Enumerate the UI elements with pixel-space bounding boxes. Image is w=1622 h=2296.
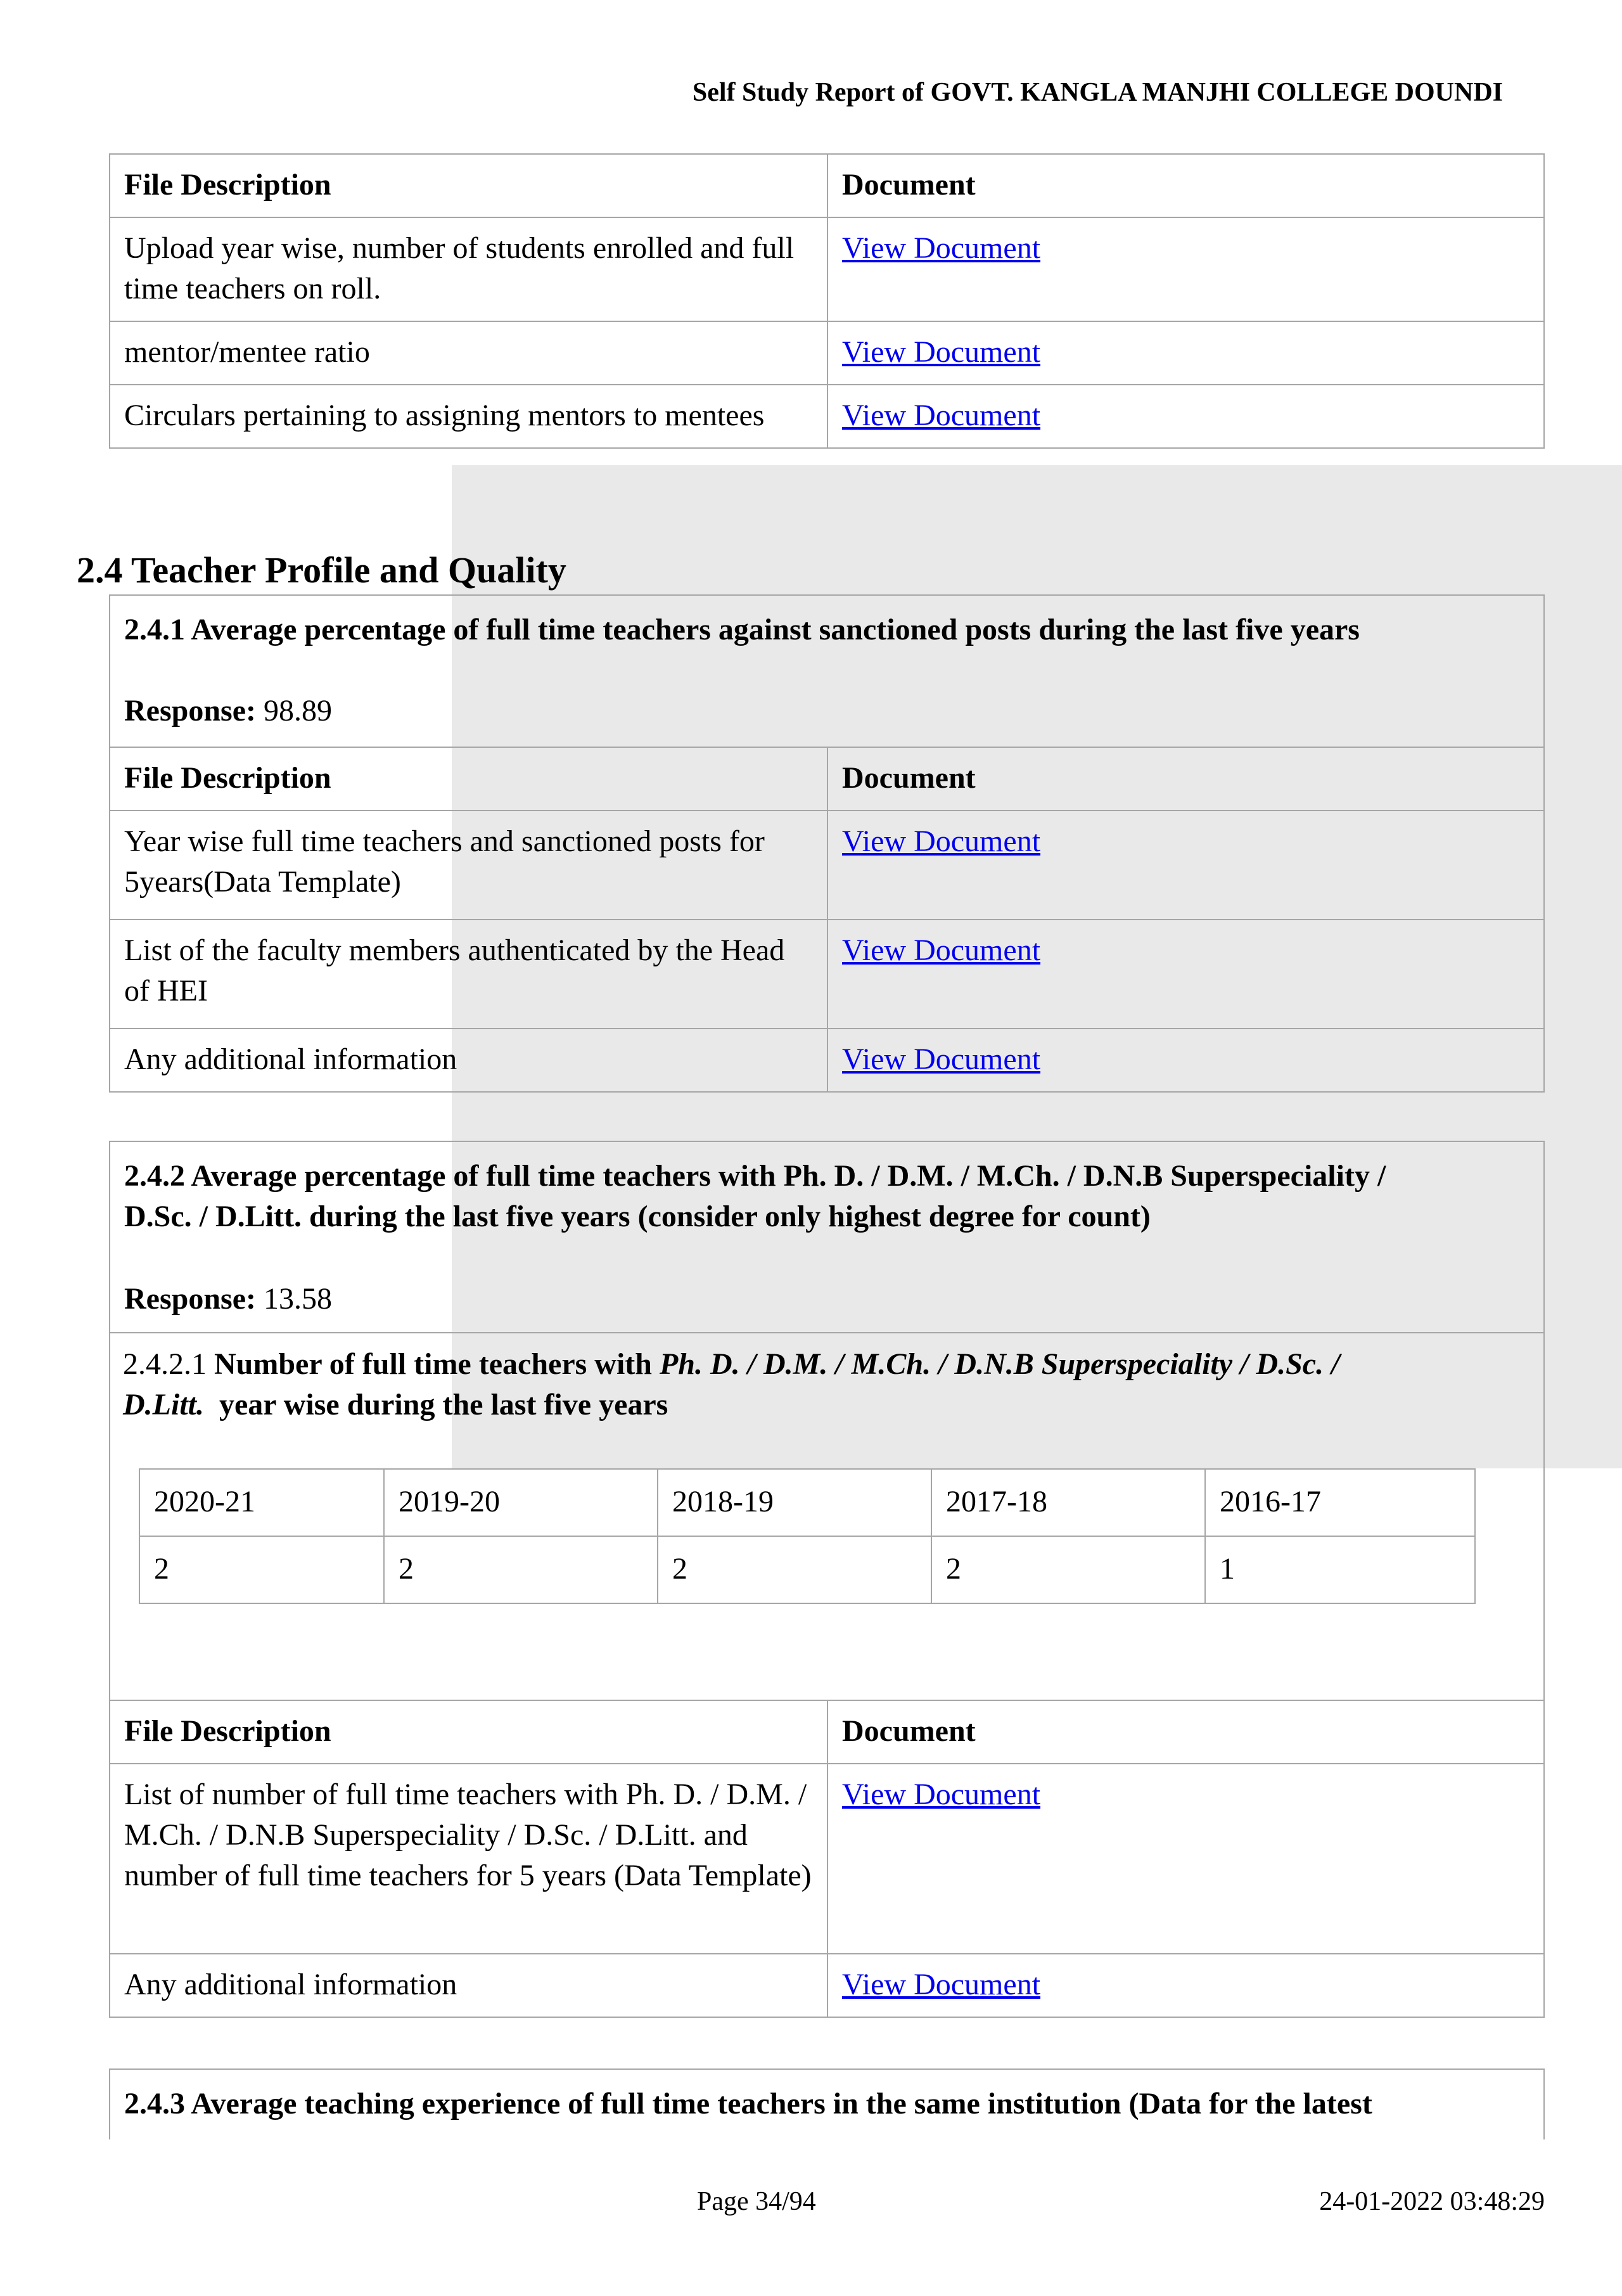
table-row: [110, 385, 1544, 448]
file-description-cell: Year wise full time teachers and sanctioned posts for 5years(Data Template): [110, 811, 827, 920]
value-cell: 2: [658, 1536, 931, 1603]
table-header-row: [110, 747, 1544, 811]
table-row: [110, 217, 1544, 321]
report-header: Self Study Report of GOVT. KANGLA MANJHI COLLEGE DOUNDI: [692, 78, 1503, 107]
col-file-description: File Description: [110, 747, 827, 811]
response-value: 13.58: [264, 1282, 333, 1316]
table-header-row: [110, 154, 1544, 217]
divider: [109, 1332, 1545, 1333]
table-row: [110, 811, 1544, 920]
file-description-cell: Any additional information: [110, 1029, 827, 1092]
metric-2421-label: [123, 1344, 1517, 1385]
table-row: [110, 321, 1544, 385]
response-label: Response:: [124, 694, 257, 728]
metric-243-box: [109, 2068, 1545, 2139]
view-document-link[interactable]: View Document: [842, 399, 1041, 432]
sub-metric-text: Number of full time teachers with: [214, 1347, 652, 1381]
metric-242-question-line2: D.Sc. / D.Litt. during the last five years (consider only highest degree for count): [124, 1200, 1151, 1233]
col-file-description: File Description: [110, 1700, 827, 1764]
value-cell: 2: [139, 1536, 384, 1603]
col-document: Document: [827, 747, 1544, 811]
view-document-link[interactable]: View Document: [842, 824, 1041, 858]
value-row: [139, 1536, 1475, 1603]
file-description-cell: Circulars pertaining to assigning mentors to mentees: [110, 385, 827, 448]
table-header-row: [110, 1700, 1544, 1764]
year-header-row: [139, 1469, 1475, 1536]
sub-metric-degrees-cont: D.Litt.: [123, 1388, 204, 1421]
file-description-cell: Upload year wise, number of students enrolled and full time teachers on roll.: [110, 217, 827, 321]
metric-242-question-line1: 2.4.2 Average percentage of full time teachers with Ph. D. / D.M. / M.Ch. / D.N.B Superspeciality /: [124, 1159, 1386, 1193]
view-document-link[interactable]: View Document: [842, 1778, 1041, 1811]
response-value: 98.89: [264, 694, 333, 728]
year-cell: 2018-19: [658, 1469, 931, 1536]
section-title: 2.4 Teacher Profile and Quality: [77, 549, 566, 591]
sub-metric-number: 2.4.2.1: [123, 1347, 207, 1381]
year-cell: 2020-21: [139, 1469, 384, 1536]
file-description-cell: Any additional information: [110, 1954, 827, 2017]
table-row: [110, 1764, 1544, 1954]
metric-241-question: 2.4.1 Average percentage of full time teachers against sanctioned posts during the last five years: [124, 613, 1360, 646]
metric-241-box: [109, 594, 1545, 748]
value-cell: 1: [1205, 1536, 1475, 1603]
response-label: Response:: [124, 1282, 257, 1316]
file-table-241: [109, 747, 1545, 1093]
col-file-description: File Description: [110, 154, 827, 217]
metric-2421-label-line2: [123, 1385, 1517, 1425]
col-document: Document: [827, 1700, 1544, 1764]
year-cell: 2019-20: [384, 1469, 658, 1536]
file-description-cell: List of number of full time teachers with Ph. D. / D.M. / M.Ch. / D.N.B Superspeciality / D.Sc. / D.Litt. and number of full time teachers for 5 years (Data Template): [110, 1764, 827, 1954]
view-document-link[interactable]: View Document: [842, 231, 1041, 265]
year-cell: 2017-18: [931, 1469, 1205, 1536]
view-document-link[interactable]: View Document: [842, 1042, 1041, 1076]
table-row: [110, 1029, 1544, 1092]
metric-243-question: 2.4.3 Average teaching experience of full time teachers in the same institution (Data for the latest: [124, 2087, 1372, 2120]
table-row: [110, 920, 1544, 1029]
timestamp: 24-01-2022 03:48:29: [1319, 2187, 1545, 2216]
view-document-link[interactable]: View Document: [842, 1968, 1041, 2001]
year-wise-table: [139, 1468, 1476, 1604]
file-table-top: [109, 153, 1545, 449]
value-cell: 2: [384, 1536, 658, 1603]
table-row: [110, 1954, 1544, 2017]
page-number: Page 34/94: [697, 2187, 816, 2216]
view-document-link[interactable]: View Document: [842, 335, 1041, 369]
metric-242-response: [124, 1279, 332, 1319]
sub-metric-text-cont: year wise during the last five years: [219, 1388, 668, 1421]
view-document-link[interactable]: View Document: [842, 933, 1041, 967]
file-description-cell: List of the faculty members authenticated by the Head of HEI: [110, 920, 827, 1029]
file-table-242: [109, 1700, 1545, 2018]
value-cell: 2: [931, 1536, 1205, 1603]
sub-metric-degrees: Ph. D. / D.M. / M.Ch. / D.N.B Superspeciality / D.Sc. /: [659, 1347, 1340, 1381]
metric-241-response: [124, 691, 332, 731]
year-cell: 2016-17: [1205, 1469, 1475, 1536]
col-document: Document: [827, 154, 1544, 217]
file-description-cell: mentor/mentee ratio: [110, 321, 827, 385]
